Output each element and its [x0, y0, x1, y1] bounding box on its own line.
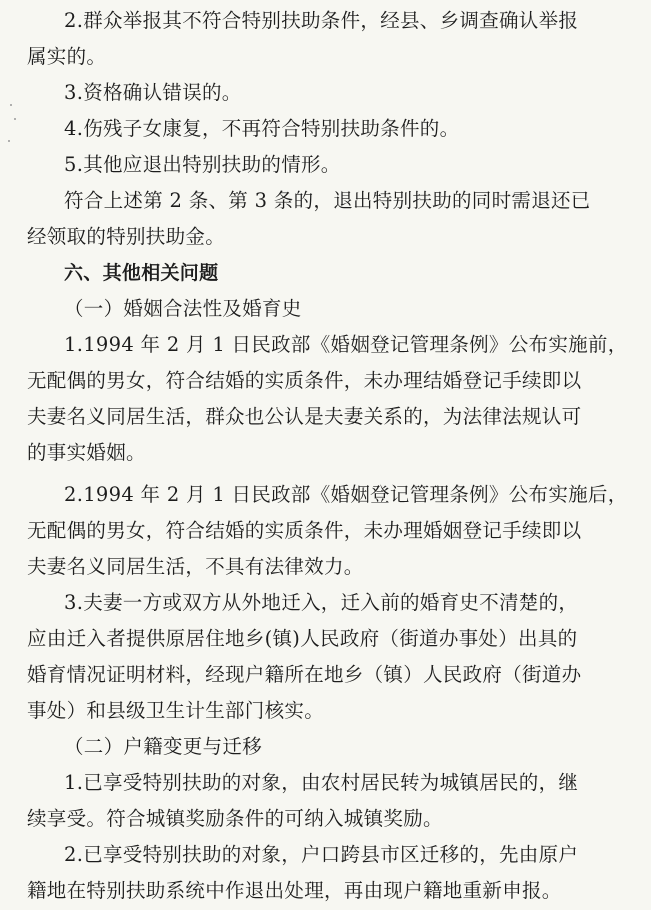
subsection-heading: （一）婚姻合法性及婚育史: [64, 297, 302, 320]
text-line: 3.夫妻一方或双方从外地迁入，迁入前的婚育史不清楚的，: [64, 591, 579, 614]
text-line: 1.1994 年 2 月 1 日民政部《婚姻登记管理条例》公布实施前，: [64, 333, 628, 356]
text-line: 应由迁入者提供原居住地乡(镇)人民政府（街道办事处）出具的: [27, 627, 578, 650]
text-line: 属实的。: [27, 45, 107, 68]
text-line: 无配偶的男女，符合结婚的实质条件，未办理婚姻登记手续即以: [27, 519, 582, 542]
text-line: 符合上述第 2 条、第 3 条的，退出特别扶助的同时需退还已: [64, 189, 591, 212]
text-line: 2.1994 年 2 月 1 日民政部《婚姻登记管理条例》公布实施后，: [64, 483, 628, 506]
text-line: 续享受。符合城镇奖励条件的可纳入城镇奖励。: [27, 807, 443, 830]
text-line: 籍地在特别扶助系统中作退出处理，再由现户籍地重新申报。: [27, 879, 562, 902]
subsection-heading: （二）户籍变更与迁移: [64, 735, 263, 758]
text-line: 无配偶的男女，符合结婚的实质条件，未办理结婚登记手续即以: [27, 369, 582, 392]
text-line: 经领取的特别扶助金。: [27, 225, 226, 248]
text-line: 3.资格确认错误的。: [64, 81, 242, 104]
text-line: 的事实婚姻。: [27, 441, 146, 464]
text-line: 2.已享受特别扶助的对象，户口跨县市区迁移的，先由原户: [64, 843, 579, 866]
text-line: 2.群众举报其不符合特别扶助条件，经县、乡调查确认举报: [64, 9, 579, 32]
text-line: 1.已享受特别扶助的对象，由农村居民转为城镇居民的，继: [64, 771, 579, 794]
scan-speck: [10, 104, 12, 106]
text-line: 夫妻名义同居生活，群众也公认是夫妻关系的，为法律法规认可: [27, 405, 582, 428]
text-line: 4.伤残子女康复，不再符合特别扶助条件的。: [64, 117, 460, 140]
text-line: 事处）和县级卫生计生部门核实。: [27, 699, 325, 722]
scan-speck: [8, 140, 10, 142]
text-line: 夫妻名义同居生活，不具有法律效力。: [27, 555, 364, 578]
section-heading: 六、其他相关问题: [64, 262, 219, 284]
text-line: 5.其他应退出特别扶助的情形。: [64, 153, 341, 176]
text-line: 婚育情况证明材料，经现户籍所在地乡（镇）人民政府（街道办: [27, 663, 582, 686]
scan-speck: [14, 118, 16, 120]
